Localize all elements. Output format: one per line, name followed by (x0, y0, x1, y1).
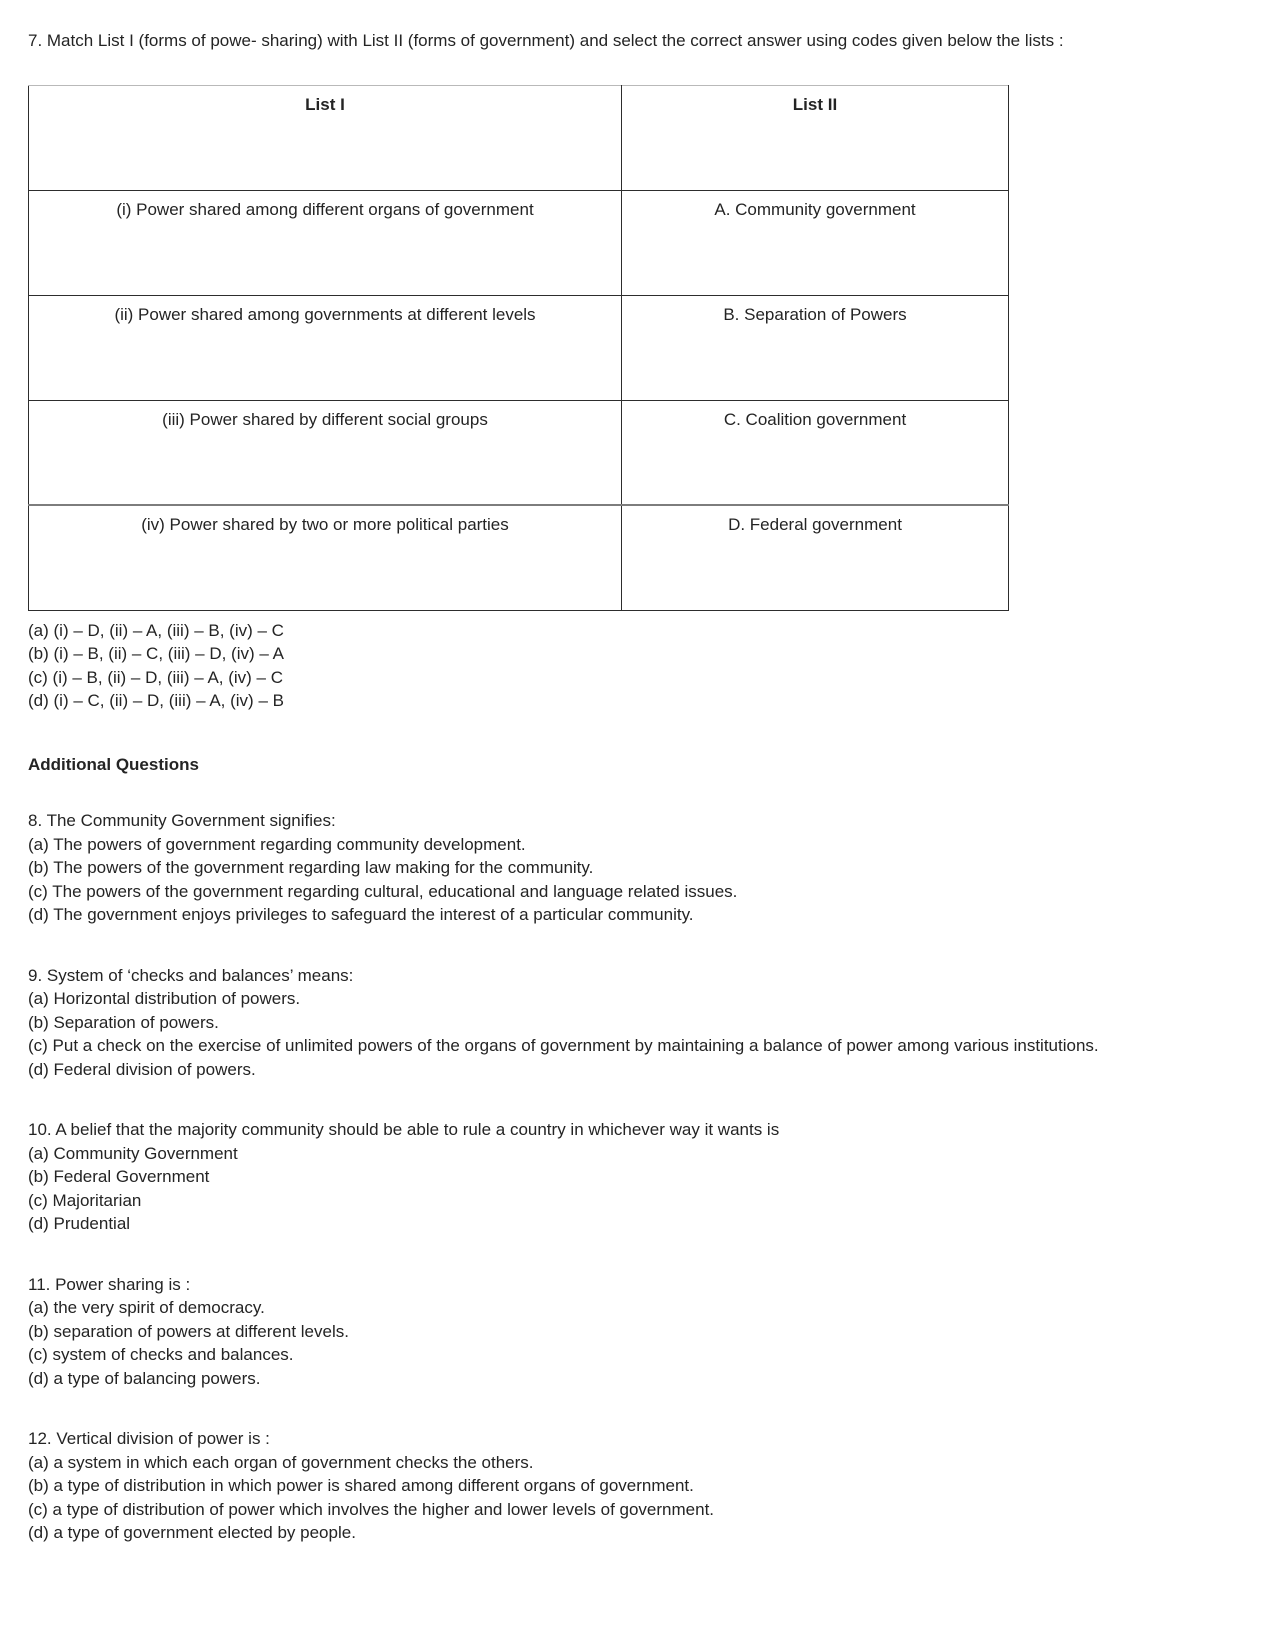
question-12-option-d: (d) a type of government elected by people. (28, 1523, 356, 1542)
question-12-text: 12. Vertical division of power is : (28, 1429, 270, 1448)
question-8-option-b: (b) The powers of the government regarding law making for the community. (28, 858, 594, 877)
question-10-option-d: (d) Prudential (28, 1214, 131, 1233)
question-9-option-c: (c) Put a check on the exercise of unlimited powers of the organs of government by maintaining a balance of power among various institutions. (28, 1036, 1099, 1055)
question-7-option-b: (b) (i) – B, (ii) – C, (iii) – D, (iv) – A (28, 644, 284, 663)
question-11-option-b: (b) separation of powers at different levels. (28, 1321, 349, 1341)
table-row (29, 295, 1009, 400)
question-8-option-a: (a) The powers of government regarding community development. (28, 834, 526, 854)
table-cell-list-i-1: (i) Power shared among different organs of government (29, 190, 622, 295)
question-8-option-c: (c) The powers of the government regarding cultural, educational and language related issues. (28, 881, 738, 901)
table-cell-list-ii-4: D. Federal government (622, 505, 1009, 610)
question-7-option-a: (a) (i) – D, (ii) – A, (iii) – B, (iv) – C (28, 620, 284, 640)
question-9-block (28, 964, 1193, 1082)
question-12-block (28, 1427, 1193, 1545)
question-9-text: 9. System of ‘checks and balances’ means: (28, 965, 354, 985)
table-header-list-ii: List II (622, 85, 1009, 190)
table-row (29, 505, 1009, 610)
table-row (29, 190, 1009, 295)
table-cell-list-ii-3: C. Coalition government (622, 400, 1009, 505)
question-9-option-b: (b) Separation of powers. (28, 1012, 219, 1032)
table-row (29, 400, 1009, 505)
question-10-text: 10. A belief that the majority community should be able to rule a country in whichever way it wants is (28, 1120, 780, 1139)
table-cell-list-ii-2: B. Separation of Powers (622, 295, 1009, 400)
table-cell-list-i-4: (iv) Power shared by two or more political parties (29, 505, 622, 610)
question-7-text: 7. Match List I (forms of powe- sharing) with List II (forms of government) and select the correct answer using codes given below the lists : (28, 31, 1064, 50)
question-11-text: 11. Power sharing is : (28, 1274, 191, 1294)
question-10-option-a: (a) Community Government (28, 1143, 238, 1163)
table-cell-list-i-2: (ii) Power shared among governments at different levels (29, 295, 622, 400)
question-10-block (28, 1118, 1193, 1236)
question-7-option-c: (c) (i) – B, (ii) – D, (iii) – A, (iv) – C (28, 667, 284, 687)
question-12-option-b: (b) a type of distribution in which power is shared among different organs of government. (28, 1476, 694, 1495)
match-table (28, 85, 1009, 611)
question-11-block (28, 1273, 1193, 1391)
table-header-list-i: List I (29, 85, 622, 190)
question-10-option-b: (b) Federal Government (28, 1167, 210, 1186)
question-8-block (28, 809, 1193, 927)
additional-questions-heading: Additional Questions (28, 754, 199, 774)
question-8-option-d: (d) The government enjoys privileges to safeguard the interest of a particular community. (28, 905, 694, 924)
question-9-option-d: (d) Federal division of powers. (28, 1059, 256, 1079)
table-header-row (29, 85, 1009, 190)
question-12-option-c: (c) a type of distribution of power which involves the higher and lower levels of government. (28, 1499, 715, 1519)
question-11-option-a: (a) the very spirit of democracy. (28, 1298, 265, 1317)
table-cell-list-i-3: (iii) Power shared by different social groups (29, 400, 622, 505)
question-9-option-a: (a) Horizontal distribution of powers. (28, 989, 301, 1008)
question-7-options (28, 619, 1193, 713)
question-12-option-a: (a) a system in which each organ of government checks the others. (28, 1452, 534, 1472)
question-7-option-d: (d) (i) – C, (ii) – D, (iii) – A, (iv) – B (28, 691, 284, 710)
question-11-option-d: (d) a type of balancing powers. (28, 1368, 261, 1388)
table-cell-list-ii-1: A. Community government (622, 190, 1009, 295)
question-11-option-c: (c) system of checks and balances. (28, 1345, 294, 1364)
question-8-text: 8. The Community Government signifies: (28, 811, 336, 830)
question-10-option-c: (c) Majoritarian (28, 1190, 142, 1210)
